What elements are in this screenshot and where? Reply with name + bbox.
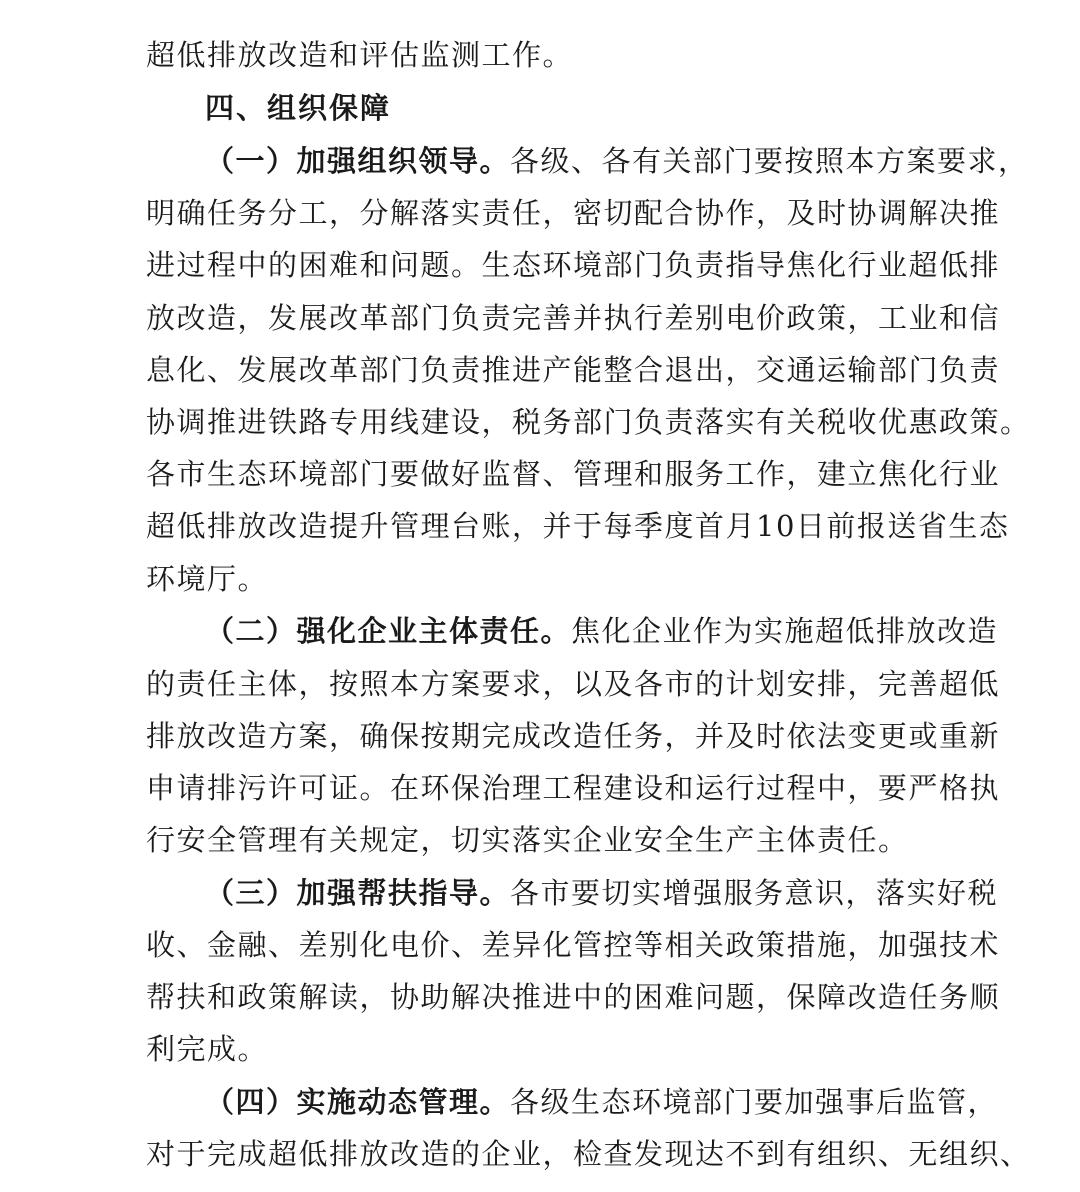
paragraph-2-text: 焦化企业作为实施超低排放改造 (571, 614, 999, 648)
paragraph-4-lead: （四）实施动态管理。 (205, 1085, 511, 1119)
paragraph-3-text: 各市要切实增强服务意识，落实好税 (510, 876, 999, 910)
paragraph-1-line-8: 超低排放改造提升管理台账，并于每季度首月10日前报送省生态 (146, 509, 1010, 543)
text-line-continuation (146, 35, 946, 75)
line-text: 超低排放改造和评估监测工作。 (146, 38, 574, 72)
paragraph-3-line-2: 收、金融、差别化电价、差异化管控等相关政策措施，加强技术 (146, 928, 1001, 962)
paragraph-2-line-3: 排放改造方案，确保按期完成改造任务，并及时依法变更或重新 (146, 719, 1001, 753)
paragraph-2-line-4: 申请排污许可证。在环保治理工程建设和运行过程中，要严格执 (146, 771, 1001, 805)
heading-text: 四、组织保障 (205, 91, 392, 125)
paragraph-1-text: 各级、各有关部门要按照本方案要求， (510, 144, 1029, 178)
paragraph-3-line-4: 利完成。 (146, 1032, 269, 1066)
paragraph-1-line-1 (205, 141, 1029, 181)
paragraph-4-line-1 (205, 1082, 999, 1122)
paragraph-3-lead: （三）加强帮扶指导。 (205, 876, 511, 910)
paragraph-4-line-2: 对于完成超低排放改造的企业，检查发现达不到有组织、无组织、 (146, 1137, 1031, 1171)
section-heading-organization (205, 88, 946, 128)
paragraph-1-line-7: 各市生态环境部门要做好监督、管理和服务工作，建立焦化行业 (146, 457, 1001, 491)
paragraph-3-line-1 (205, 873, 999, 913)
paragraph-2-lead: （二）强化企业主体责任。 (205, 614, 572, 648)
paragraph-4-text: 各级生态环境部门要加强事后监管， (510, 1085, 999, 1119)
paragraph-1-line-4: 放改造，发展改革部门负责完善并执行差别电价政策，工业和信 (146, 301, 1001, 335)
paragraph-2-line-1 (205, 611, 999, 651)
paragraph-1-lead: （一）加强组织领导。 (205, 144, 511, 178)
paragraph-2-line-5: 行安全管理有关规定，切实落实企业安全生产主体责任。 (146, 823, 909, 857)
paragraph-2-line-2: 的责任主体，按照本方案要求，以及各市的计划安排，完善超低 (146, 667, 1001, 701)
paragraph-3-line-3: 帮扶和政策解读，协助解决推进中的困难问题，保障改造任务顺 (146, 980, 1001, 1014)
paragraph-1-line-2: 明确任务分工，分解落实责任，密切配合协作，及时协调解决推 (146, 196, 1001, 230)
paragraph-1-line-3: 进过程中的困难和问题。生态环境部门负责指导焦化行业超低排 (146, 248, 1001, 282)
paragraph-1-line-5: 息化、发展改革部门负责推进产能整合退出，交通运输部门负责 (146, 353, 1001, 387)
paragraph-1-line-9: 环境厅。 (146, 562, 269, 596)
paragraph-1-line-6: 协调推进铁路专用线建设，税务部门负责落实有关税收优惠政策。 (146, 405, 1031, 439)
